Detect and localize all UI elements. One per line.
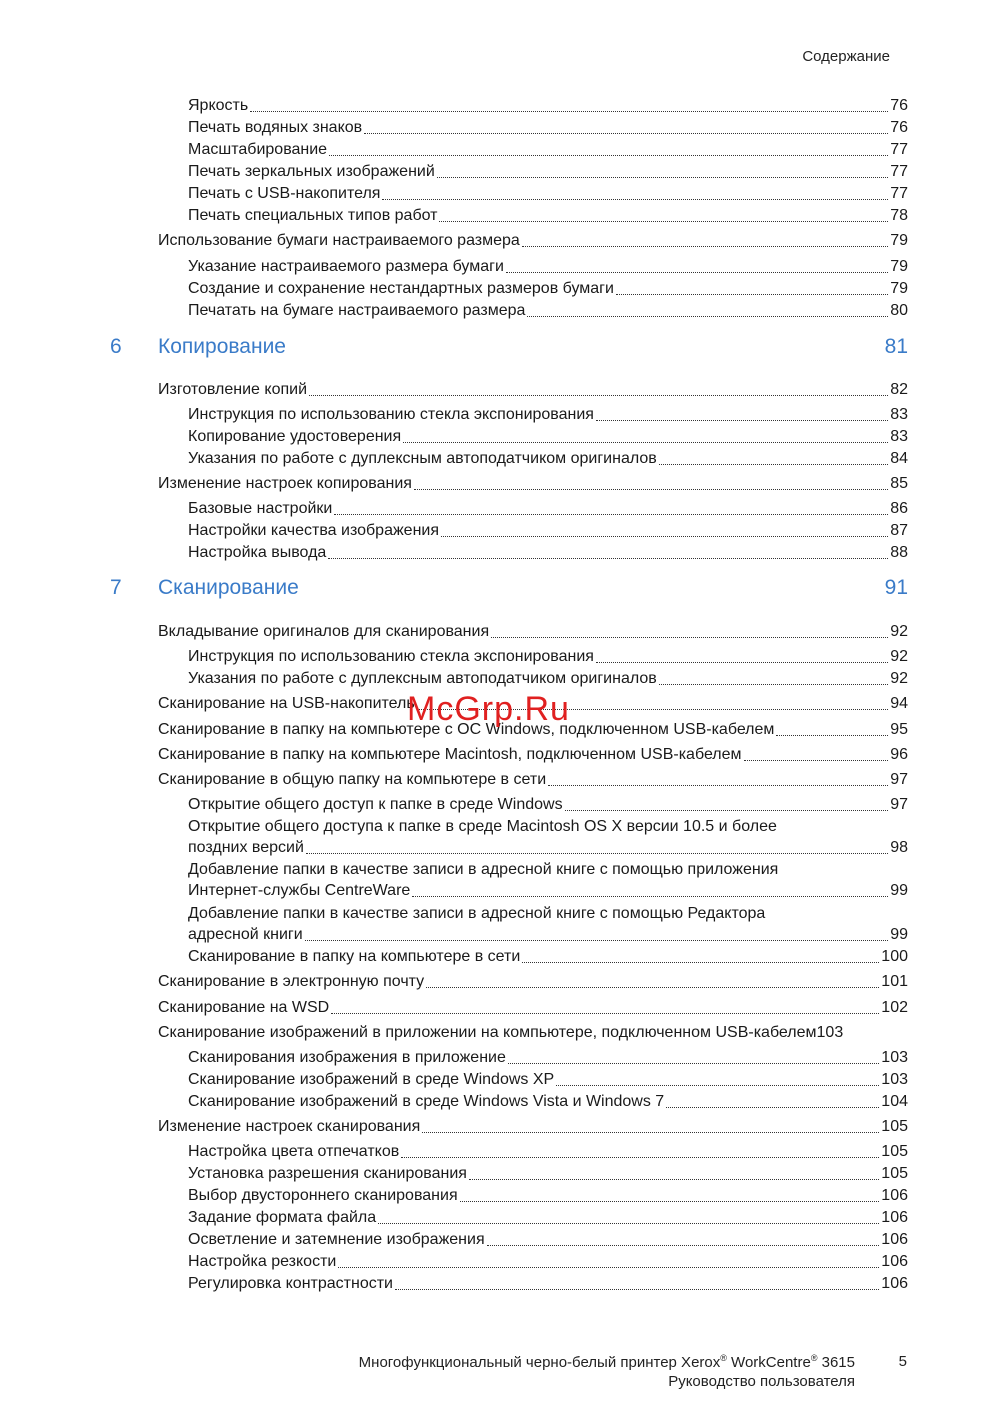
toc-entry[interactable] bbox=[188, 449, 908, 469]
toc-entry-text: Яркость bbox=[188, 97, 249, 114]
leader-dots bbox=[522, 234, 888, 247]
toc-entry-text: Изменение настроек копирования bbox=[158, 475, 412, 492]
leader-dots bbox=[250, 99, 888, 112]
toc-entry-text: Сканирование в папку на компьютере в сети bbox=[188, 948, 521, 965]
leader-dots bbox=[522, 950, 879, 963]
toc-entry-page: 80 bbox=[890, 302, 908, 319]
watermark: McGrp.Ru bbox=[407, 690, 570, 728]
leader-dots bbox=[491, 625, 888, 638]
toc-entry[interactable] bbox=[188, 1164, 908, 1184]
toc-entry[interactable] bbox=[188, 96, 908, 116]
leader-dots bbox=[328, 546, 888, 559]
toc-entry[interactable] bbox=[158, 231, 908, 251]
toc-entry-page: 79 bbox=[890, 232, 908, 249]
toc-entry-page: 77 bbox=[890, 185, 908, 202]
chapter-number: 6 bbox=[110, 335, 122, 358]
toc-entry[interactable] bbox=[188, 1092, 908, 1112]
toc-entry-page: 105 bbox=[881, 1118, 908, 1135]
leader-dots bbox=[306, 841, 888, 854]
toc-entry-page: 104 bbox=[881, 1093, 908, 1110]
toc-entry[interactable] bbox=[188, 427, 908, 447]
toc-entry-text: Добавление папки в качестве записи в адресной книге с помощью приложения bbox=[188, 861, 779, 878]
leader-dots bbox=[437, 165, 888, 178]
leader-dots bbox=[329, 143, 888, 156]
toc-entry-page: 85 bbox=[890, 475, 908, 492]
leader-dots bbox=[508, 1051, 879, 1064]
toc-entry[interactable] bbox=[158, 380, 908, 400]
toc-entry-text: Задание формата файла bbox=[188, 1209, 377, 1226]
leader-dots bbox=[556, 1073, 879, 1086]
chapter-heading[interactable] bbox=[110, 335, 908, 365]
toc-entry-page: 78 bbox=[890, 207, 908, 224]
toc-entry-page: 102 bbox=[881, 999, 908, 1016]
toc-entry[interactable] bbox=[158, 745, 908, 765]
toc-entry-page: 106 bbox=[881, 1209, 908, 1226]
toc-entry-text: Печать с USB-накопителя bbox=[188, 185, 381, 202]
chapter-heading[interactable] bbox=[110, 576, 908, 606]
toc-entry[interactable] bbox=[188, 405, 908, 425]
toc-entry-line2 bbox=[188, 925, 908, 945]
toc-entry-text: Сканирование на USB-накопитель bbox=[158, 695, 415, 712]
toc-entry-text: Печать зеркальных изображений bbox=[188, 163, 435, 180]
leader-dots bbox=[659, 672, 888, 685]
toc-entry-text: Осветление и затемнение изображения bbox=[188, 1231, 485, 1248]
toc-entry-text: Настройка резкости bbox=[188, 1253, 337, 1270]
toc-entry-text: Базовые настройки bbox=[188, 500, 333, 517]
toc-entry-page: 100 bbox=[881, 948, 908, 965]
toc-entry[interactable] bbox=[188, 1252, 908, 1272]
leader-dots bbox=[469, 1167, 879, 1180]
leader-dots bbox=[506, 260, 888, 273]
toc-entry[interactable] bbox=[188, 140, 908, 160]
toc-entry-page: 106 bbox=[881, 1275, 908, 1292]
toc-entry-page: 92 bbox=[890, 648, 908, 665]
toc-entry-page: 76 bbox=[890, 97, 908, 114]
footer-text-b: WorkCentre bbox=[726, 1354, 811, 1371]
toc-entry-text: Настройка вывода bbox=[188, 544, 327, 561]
toc-entry-page: 83 bbox=[890, 428, 908, 445]
toc-entry-page: 79 bbox=[890, 280, 908, 297]
toc-entry-text: Инструкция по использованию стекла экспонирования bbox=[188, 406, 594, 423]
toc-entry-page: 99 bbox=[890, 926, 908, 943]
toc-entry[interactable] bbox=[188, 1048, 908, 1068]
toc-entry-text: Добавление папки в качестве записи в адресной книге с помощью Редактора bbox=[188, 905, 766, 922]
toc-entry-page: 106 bbox=[881, 1187, 908, 1204]
toc-entry-page: 105 bbox=[881, 1143, 908, 1160]
toc-entry[interactable] bbox=[188, 521, 908, 541]
toc-entry[interactable] bbox=[158, 622, 908, 642]
toc-entry-text: Настройка цвета отпечатков bbox=[188, 1143, 400, 1160]
toc-entry-page: 79 bbox=[890, 258, 908, 275]
toc-entry-page: 103 bbox=[881, 1071, 908, 1088]
toc-entry[interactable] bbox=[158, 474, 908, 494]
leader-dots bbox=[527, 304, 888, 317]
leader-dots bbox=[305, 928, 889, 941]
leader-dots bbox=[548, 773, 888, 786]
leader-dots bbox=[309, 383, 888, 396]
leader-dots bbox=[776, 723, 888, 736]
toc-entry-text: Установка разрешения сканирования bbox=[188, 1165, 467, 1182]
toc-entry[interactable] bbox=[188, 1186, 908, 1206]
toc-entry[interactable] bbox=[188, 1230, 908, 1250]
toc-entry-text: Сканирование изображений в приложении на компьютере, подключенном USB-кабелем bbox=[158, 1024, 817, 1041]
leader-dots bbox=[460, 1189, 880, 1202]
toc-entry[interactable] bbox=[188, 279, 908, 299]
toc-entry-text: Сканирование в электронную почту bbox=[158, 973, 425, 990]
footer-text-c: 3615 bbox=[817, 1354, 855, 1371]
toc-entry-page: 92 bbox=[890, 623, 908, 640]
footer-guide-line: Руководство пользователя bbox=[668, 1373, 855, 1390]
chapter-page: 91 bbox=[884, 576, 908, 599]
toc-entry[interactable] bbox=[158, 972, 908, 992]
toc-entry[interactable] bbox=[158, 1023, 908, 1043]
toc-entry-page: 97 bbox=[890, 796, 908, 813]
leader-dots bbox=[439, 209, 888, 222]
toc-entry-text: Печать водяных знаков bbox=[188, 119, 363, 136]
leader-dots bbox=[744, 748, 889, 761]
toc-entry-text: Сканирование изображений в среде Windows XP bbox=[188, 1071, 555, 1088]
toc-entry-page: 92 bbox=[890, 670, 908, 687]
toc-entry-text: Создание и сохранение нестандартных размеров бумаги bbox=[188, 280, 614, 297]
leader-dots bbox=[616, 282, 888, 295]
toc-entry[interactable] bbox=[188, 647, 908, 667]
toc-entry-text: Открытие общего доступа к папке в среде Macintosh OS X версии 10.5 и более bbox=[188, 818, 777, 835]
toc-entry[interactable] bbox=[188, 1070, 908, 1090]
toc-entry-text: Открытие общего доступ к папке в среде Windows bbox=[188, 796, 563, 813]
toc-entry[interactable] bbox=[188, 118, 908, 138]
toc-entry-page: 101 bbox=[881, 973, 908, 990]
toc-entry[interactable] bbox=[188, 543, 908, 563]
toc-entry[interactable] bbox=[188, 1208, 908, 1228]
toc-entry-text: Указание настраиваемого размера бумаги bbox=[188, 258, 504, 275]
toc-entry[interactable] bbox=[188, 301, 908, 321]
leader-dots bbox=[403, 430, 888, 443]
chapter-title: Копирование bbox=[158, 335, 286, 358]
toc-entry-text: Сканирование в общую папку на компьютере в сети bbox=[158, 771, 547, 788]
registered-mark: ® bbox=[720, 1353, 727, 1363]
footer-product-line bbox=[359, 1353, 855, 1371]
toc-entry[interactable] bbox=[188, 1274, 908, 1294]
toc-entry-multiline[interactable] bbox=[188, 816, 908, 858]
leader-dots bbox=[659, 452, 888, 465]
toc-entry[interactable] bbox=[158, 998, 908, 1018]
toc-entry[interactable] bbox=[188, 257, 908, 277]
toc-entry[interactable] bbox=[188, 184, 908, 204]
leader-dots bbox=[331, 1001, 879, 1014]
toc-entry[interactable] bbox=[188, 669, 908, 689]
footer-text-a: Многофункциональный черно-белый принтер Xerox bbox=[358, 1354, 721, 1371]
toc-entry-text: Указания по работе с дуплексным автоподатчиком оригиналов bbox=[188, 670, 657, 687]
toc-entry-page: 98 bbox=[890, 839, 908, 856]
leader-dots bbox=[378, 1211, 879, 1224]
toc-entry-text: Сканирование изображений в среде Windows Vista и Windows 7 bbox=[188, 1093, 665, 1110]
toc-entry-page: 86 bbox=[890, 500, 908, 517]
toc-entry-text: Сканирования изображения в приложение bbox=[188, 1049, 506, 1066]
toc-entry-text: поздних версий bbox=[188, 839, 304, 856]
toc-entry-page: 84 bbox=[890, 450, 908, 467]
toc-entry-page: 77 bbox=[890, 141, 908, 158]
toc-entry-text: Указания по работе с дуплексным автоподатчиком оригиналов bbox=[188, 450, 657, 467]
leader-dots bbox=[364, 121, 888, 134]
toc-entry-text: Выбор двустороннего сканирования bbox=[188, 1187, 458, 1204]
toc-entry-page: 83 bbox=[890, 406, 908, 423]
leader-dots bbox=[596, 408, 888, 421]
toc-entry-text: Интернет-службы CentreWare bbox=[188, 882, 411, 899]
toc-entry-page: 96 bbox=[890, 746, 908, 763]
toc-entry-page: 103 bbox=[816, 1024, 844, 1041]
toc-entry-multiline[interactable] bbox=[188, 903, 908, 945]
toc-entry[interactable] bbox=[188, 947, 908, 967]
toc-entry-text: Изготовление копий bbox=[158, 381, 308, 398]
toc-entry-page: 77 bbox=[890, 163, 908, 180]
toc-entry-text: Вкладывание оригиналов для сканирования bbox=[158, 623, 490, 640]
chapter-title: Сканирование bbox=[158, 576, 299, 599]
leader-dots bbox=[334, 502, 888, 515]
toc-entry[interactable] bbox=[188, 162, 908, 182]
toc-entry-text: Печатать на бумаге настраиваемого размера bbox=[188, 302, 526, 319]
toc-entry-text: Регулировка контрастности bbox=[188, 1275, 393, 1292]
toc-entry-text: Печать специальных типов работ bbox=[188, 207, 438, 224]
toc-entry-text: адресной книги bbox=[188, 926, 303, 943]
leader-dots bbox=[414, 477, 888, 490]
toc-entry-text: Настройки качества изображения bbox=[188, 522, 440, 539]
toc-entry-page: 88 bbox=[890, 544, 908, 561]
toc-entry-page: 82 bbox=[890, 381, 908, 398]
toc-entry-multiline[interactable] bbox=[188, 859, 908, 901]
toc-entry-page: 87 bbox=[890, 522, 908, 539]
toc-entry-text: Сканирование в папку на компьютере с ОС Windows, подключенном USB-кабелем bbox=[158, 721, 775, 738]
leader-dots bbox=[565, 798, 889, 811]
toc-entry-page: 94 bbox=[890, 695, 908, 712]
toc-entry-text: Копирование удостоверения bbox=[188, 428, 402, 445]
toc-entry[interactable] bbox=[188, 1142, 908, 1162]
registered-mark: ® bbox=[810, 1353, 818, 1363]
leader-dots bbox=[382, 187, 888, 200]
toc-entry-page: 99 bbox=[890, 882, 908, 899]
toc-entry-text: Сканирование в папку на компьютере Macintosh, подключенном USB-кабелем bbox=[158, 746, 742, 763]
toc-entry-text: Изменение настроек сканирования bbox=[158, 1118, 421, 1135]
toc-entry[interactable] bbox=[188, 795, 908, 815]
toc-entry-text: Масштабирование bbox=[188, 141, 328, 158]
page-number: 5 bbox=[898, 1353, 907, 1370]
toc-entry-page: 97 bbox=[890, 771, 908, 788]
toc-entry-page: 103 bbox=[881, 1049, 908, 1066]
toc-entry-page: 95 bbox=[890, 721, 908, 738]
leader-dots bbox=[412, 884, 888, 897]
toc-entry-line2 bbox=[188, 881, 908, 901]
toc-entry-text: Использование бумаги настраиваемого размера bbox=[158, 232, 520, 249]
toc-entry[interactable] bbox=[158, 770, 908, 790]
toc-entry-page: 105 bbox=[881, 1165, 908, 1182]
leader-dots bbox=[338, 1255, 879, 1268]
leader-dots bbox=[426, 975, 879, 988]
chapter-page: 81 bbox=[884, 335, 908, 358]
leader-dots bbox=[441, 524, 888, 537]
running-header: Содержание bbox=[802, 48, 890, 65]
toc-entry-text: Инструкция по использованию стекла экспонирования bbox=[188, 648, 594, 665]
leader-dots bbox=[395, 1277, 879, 1290]
chapter-number: 7 bbox=[110, 576, 122, 599]
toc-entry[interactable] bbox=[188, 206, 908, 226]
toc-entry[interactable] bbox=[158, 1117, 908, 1137]
toc-entry-page: 76 bbox=[890, 119, 908, 136]
leader-dots bbox=[666, 1095, 879, 1108]
toc-entry-page: 106 bbox=[881, 1231, 908, 1248]
toc-entry-page: 106 bbox=[881, 1253, 908, 1270]
leader-dots bbox=[422, 1120, 879, 1133]
leader-dots bbox=[401, 1145, 879, 1158]
toc-entry-line2 bbox=[188, 838, 908, 858]
leader-dots bbox=[487, 1233, 880, 1246]
leader-dots bbox=[596, 650, 888, 663]
toc-entry-text: Сканирование на WSD bbox=[158, 999, 330, 1016]
toc-entry[interactable] bbox=[188, 499, 908, 519]
